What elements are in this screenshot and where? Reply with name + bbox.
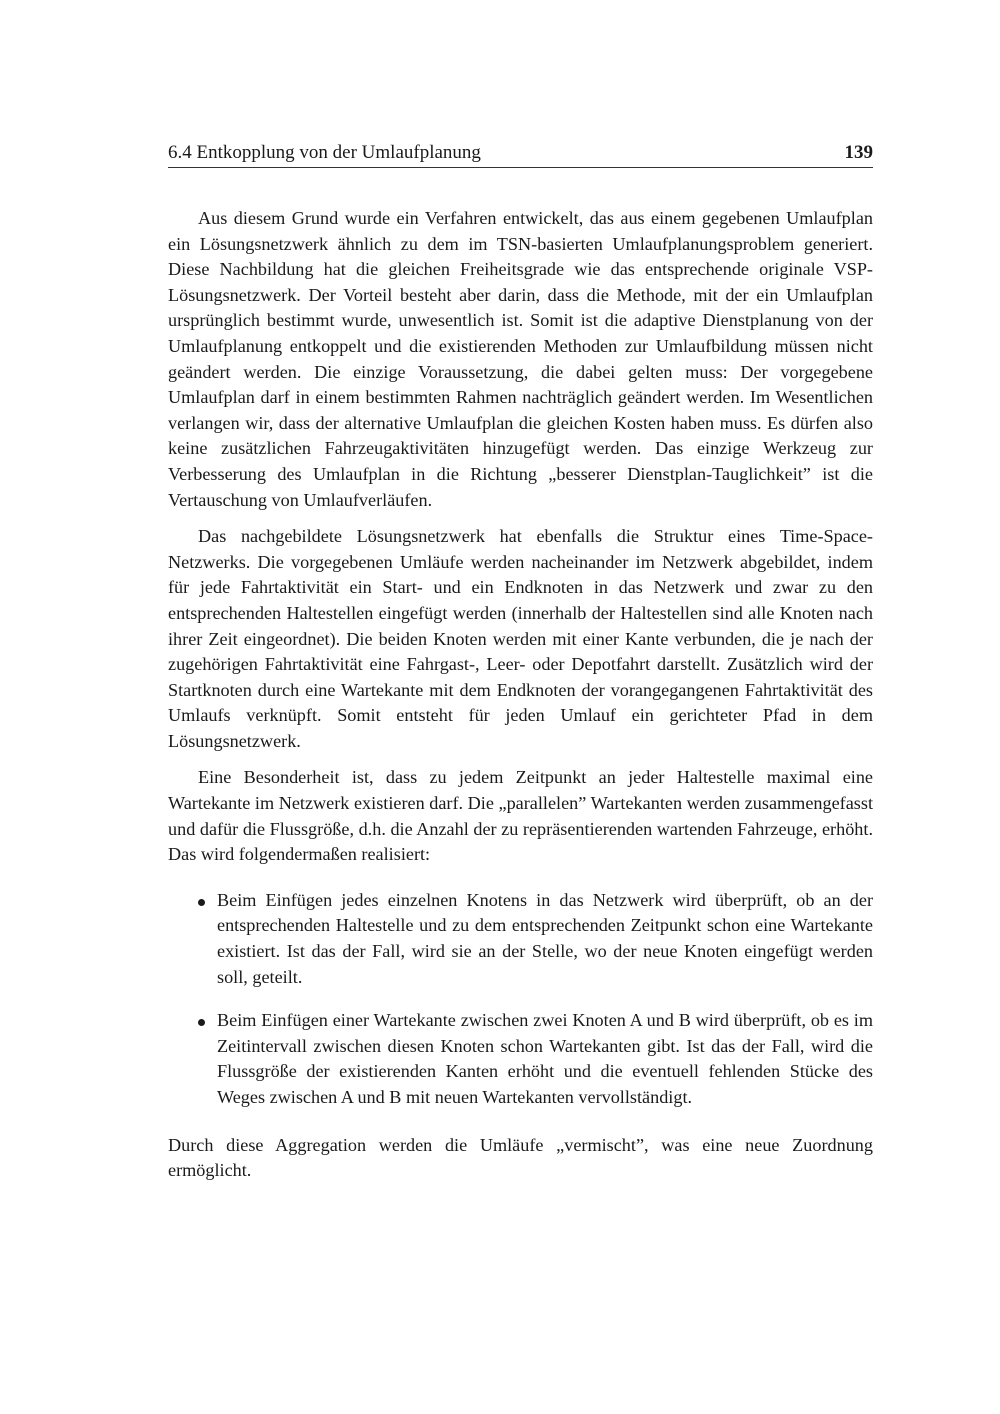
bullet-text: Beim Einfügen jedes einzelnen Knotens in das Netzwerk wird überprüft, ob an der entsprechenden Haltestelle und zu dem entsprechenden Zeitpunkt schon eine Wartekante existiert. Ist das der Fall, wird sie an der Stelle, wo der neue Knoten eingefügt werden soll, geteilt. [217, 889, 873, 987]
paragraph: Aus diesem Grund wurde ein Verfahren entwickelt, das aus einem gegebenen Umlaufplan ein Lösungsnetzwerk ähnlich zu dem im TSN-basierten Umlaufplanungsproblem generiert. Diese Nachbildung hat die gleichen Freiheitsgrade wie das entsprechende originale VSP-Lösungsnetzwerk. Der Vorteil besteht aber darin, dass die Methode, mit der ein Umlaufplan ursprünglich bestimmt wurde, unwesentlich ist. Somit ist die adaptive Dienstplanung von der Umlaufplanung entkoppelt und die existierenden Methoden zur Umlaufbildung müssen nicht geändert werden. Die einzige Voraussetzung, die dabei gelten muss: Der vorgegebene Umlaufplan darf in einem bestimmten Rahmen nachträglich geändert werden. Im Wesentlichen verlangen wir, dass der alternative Umlaufplan die gleichen Kosten haben muss. Es dürfen also keine zusätzlichen Fahrzeugaktivitäten hinzugefügt werden. Das einzige Werkzeug zur Verbesserung des Umlaufplan in die Richtung „besserer Dienstplan-Tauglichkeit” ist die Vertauschung von Umlaufverläufen. [168, 208, 873, 510]
bullet-item [168, 1008, 873, 1110]
paragraph: Eine Besonderheit ist, dass zu jedem Zeitpunkt an jeder Haltestelle maximal eine Wartekante im Netzwerk existieren darf. Die „parallelen” Wartekanten werden zusammengefasst und dafür die Flussgröße, d.h. die Anzahl der zu repräsentierenden wartenden Fahrzeuge, erhöht. Das wird folgendermaßen realisiert: [168, 767, 873, 865]
bullet-text: Beim Einfügen einer Wartekante zwischen zwei Knoten A und B wird überprüft, ob es im Zeitintervall zwischen diesen Knoten schon Wartekanten gibt. Ist das der Fall, wird die Flussgröße der existierenden Kanten erhöht und die eventuell fehlenden Stücke des Weges zwischen A und B mit neuen Wartekanten vervollständigt. [217, 1010, 873, 1107]
section-title: 6.4 Entkopplung von der Umlaufplanung [168, 142, 481, 163]
bullet-icon [198, 1019, 205, 1026]
page-number: 139 [844, 142, 873, 163]
bullet-list [168, 888, 873, 1111]
bullet-item [168, 888, 873, 990]
paragraph: Das nachgebildete Lösungsnetzwerk hat ebenfalls die Struktur eines Time-Space-Netzwerks. Die vorgegebenen Umläufe werden nacheinander im Netzwerk abgebildet, indem für jede Fahrtaktivität ein Start- und ein Endknoten in das Netzwerk und zwar zu den entsprechenden Haltestellen eingefügt werden (innerhalb der Haltestellen sind alle Knoten nach ihrer Zeit eingeordnet). Die beiden Knoten werden mit einer Kante verbunden, die je nach der zugehörigen Fahrtaktivität eine Fahrgast-, Leer- oder Depotfahrt darstellt. Zusätzlich wird der Startknoten durch eine Wartekante mit dem Endknoten der vorangegangenen Fahrtaktivität des Umlaufs verknüpft. Somit entsteht für jeden Umlauf ein gerichteter Pfad in dem Lösungsnetzwerk. [168, 526, 873, 751]
bullet-icon [198, 899, 205, 906]
page-body [168, 206, 873, 1195]
closing-paragraph: Durch diese Aggregation werden die Umläufe „vermischt”, was eine neue Zuordnung ermöglicht. [168, 1134, 873, 1181]
running-header [168, 141, 873, 168]
